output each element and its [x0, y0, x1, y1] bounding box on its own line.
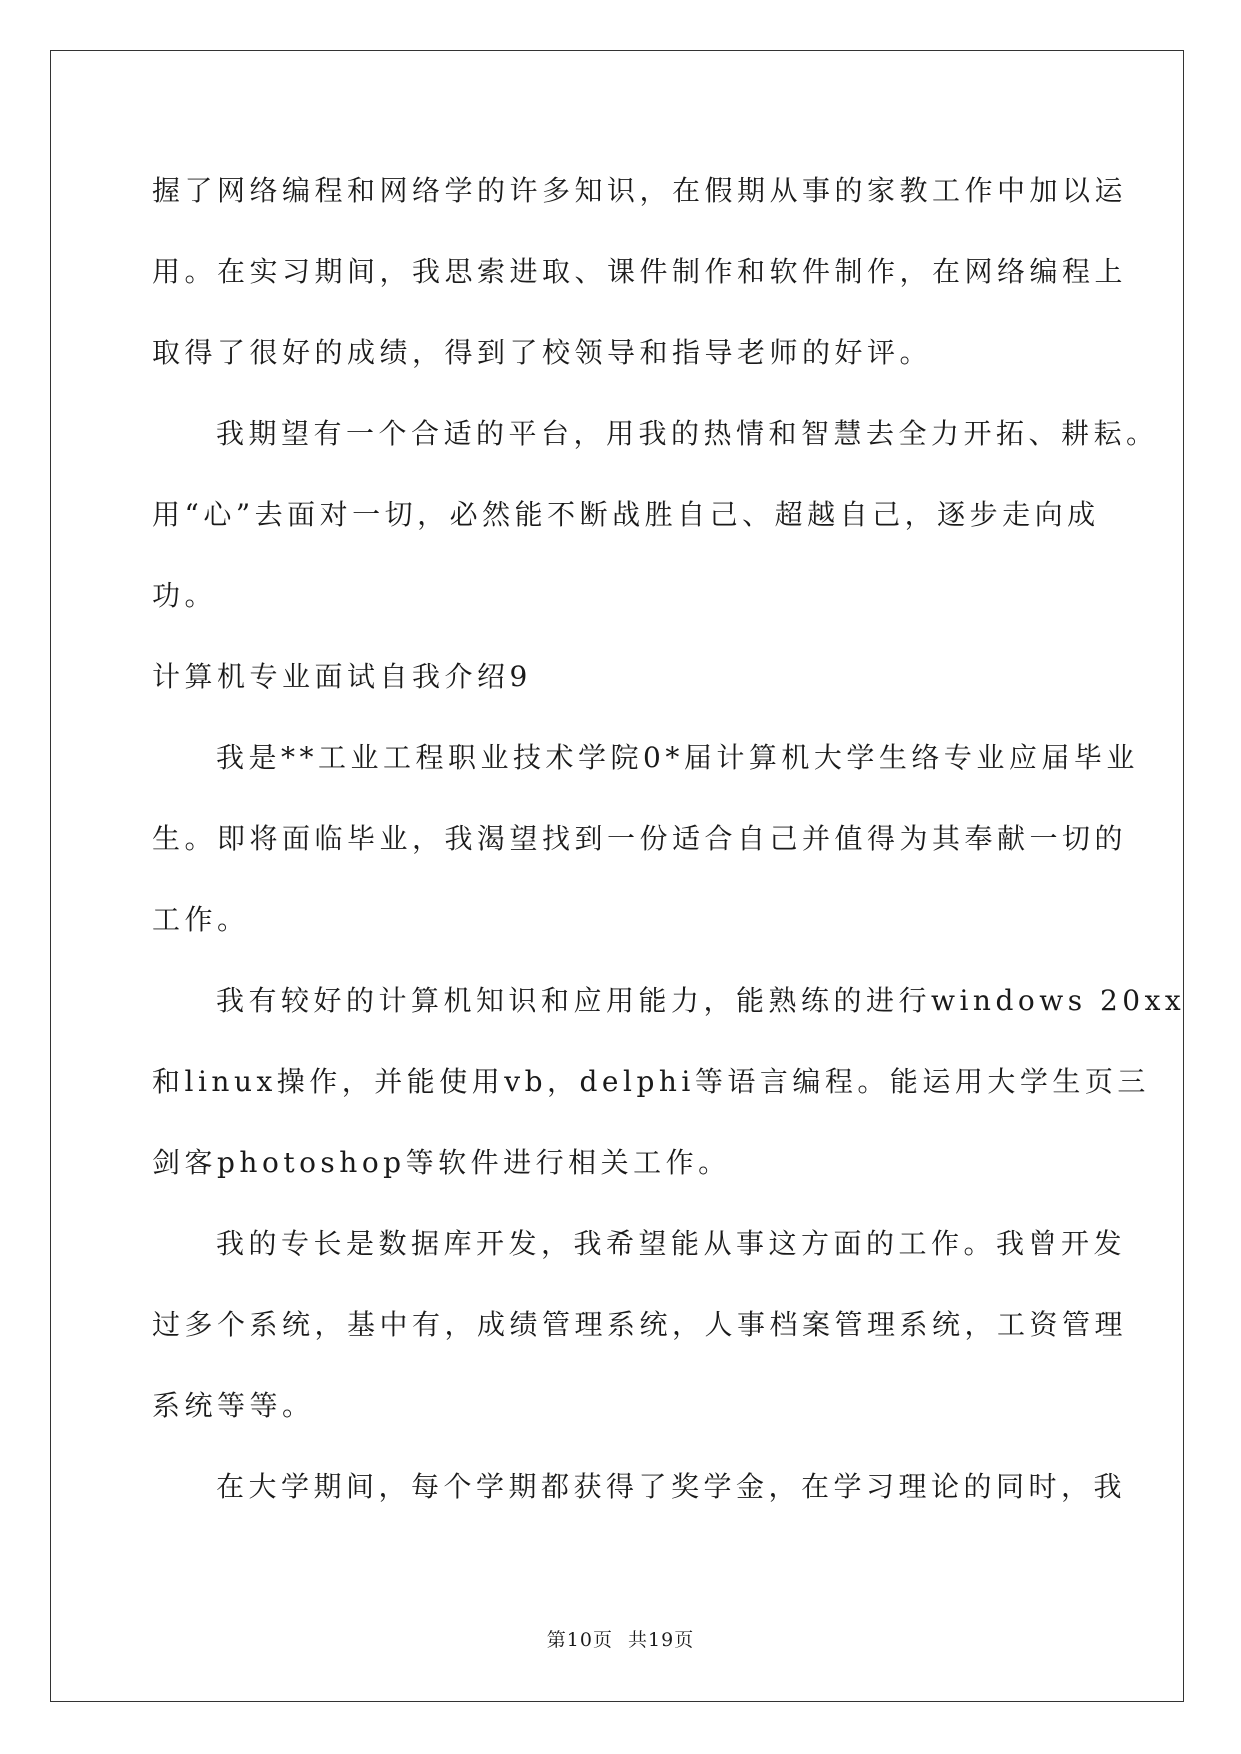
- text-line: 生。即将面临毕业，我渴望找到一份适合自己并值得为其奉献一切的: [152, 822, 1128, 855]
- text-line: 用“心”去面对一切，必然能不断战胜自己、超越自己，逐步走向成: [152, 498, 1100, 531]
- document-body: [152, 150, 1186, 1527]
- text-line: 过多个系统，基中有，成绩管理系统，人事档案管理系统，工资管理: [152, 1308, 1128, 1341]
- text-line: 握了网络编程和网络学的许多知识，在假期从事的家教工作中加以运: [152, 174, 1128, 207]
- text-line: 用。在实习期间，我思索进取、课件制作和软件制作，在网络编程上: [152, 255, 1128, 288]
- text-line: 我有较好的计算机知识和应用能力，能熟练的进行windows 20xx: [216, 984, 1186, 1017]
- text-line: 我是**工业工程职业技术学院0*届计算机大学生络专业应届毕业: [216, 741, 1139, 774]
- text-line: 功。: [152, 579, 218, 612]
- page-total: 共19页: [628, 1629, 695, 1651]
- text-line: 系统等等。: [152, 1389, 315, 1422]
- text-line: 和linux操作，并能使用vb，delphi等语言编程。能运用大学生页三: [152, 1065, 1150, 1098]
- page-number: 第10页: [546, 1629, 613, 1651]
- text-line: 剑客photoshop等软件进行相关工作。: [152, 1146, 731, 1179]
- text-line: 取得了很好的成绩，得到了校领导和指导老师的好评。: [152, 336, 933, 369]
- text-line: 我期望有一个合适的平台，用我的热情和智慧去全力开拓、耕耘。: [216, 417, 1159, 450]
- text-line: 在大学期间，每个学期都获得了奖学金，在学习理论的同时，我: [216, 1470, 1127, 1503]
- text-line: 工作。: [152, 903, 250, 936]
- text-line: 我的专长是数据库开发，我希望能从事这方面的工作。我曾开发: [216, 1227, 1127, 1260]
- page-footer: [0, 1625, 1241, 1652]
- section-heading: 计算机专业面试自我介绍9: [152, 660, 532, 693]
